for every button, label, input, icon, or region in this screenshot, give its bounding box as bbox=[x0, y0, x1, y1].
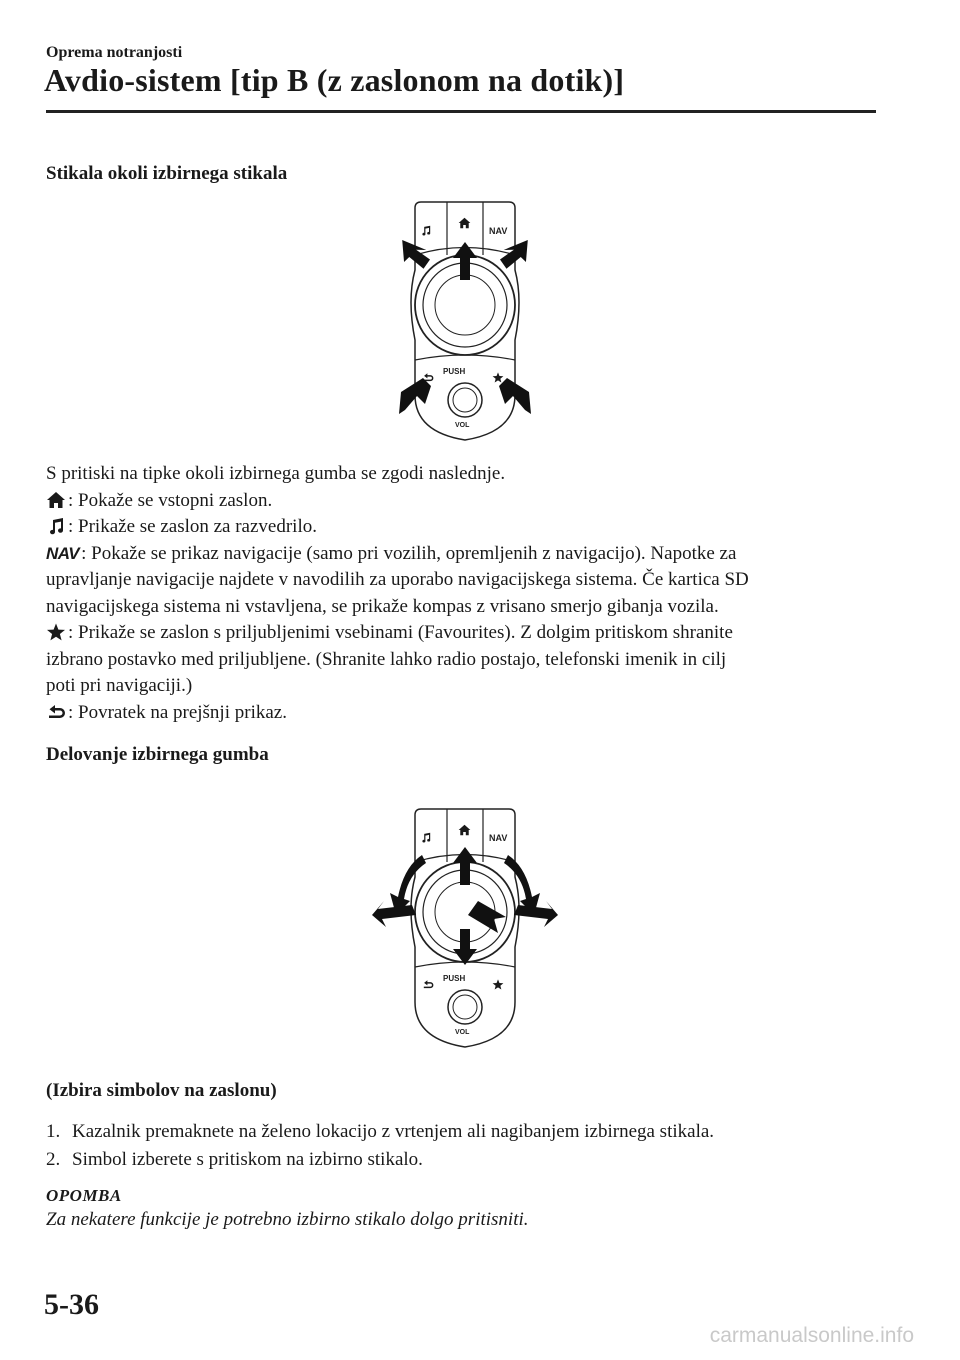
note-heading: OPOMBA bbox=[46, 1186, 122, 1205]
item-favourites-line-2: izbrano postavko med priljubljene. (Shranite lahko radio postajo, telefonski imenik in cilj bbox=[46, 648, 727, 670]
star-icon bbox=[46, 623, 66, 641]
list-item: 2. Simbol izberete s pritiskom na izbirno stikalo. bbox=[46, 1149, 423, 1170]
item-navigation-line-3: navigacijskega sistema ni vstavljena, se prikaže kompas z vrisano smerjo gibanja vozila. bbox=[46, 595, 719, 617]
note-text: Za nekatere funkcije je potrebno izbirno stikalo dolgo pritisniti. bbox=[46, 1209, 529, 1230]
heading-switches-around-commander: Stikala okoli izbirnega stikala bbox=[46, 163, 288, 184]
nav-label: NAV bbox=[489, 226, 508, 236]
header-divider bbox=[46, 110, 876, 113]
list-item: 1. Kazalnik premaknete na želeno lokacijo z vrtenjem ali nagibanjem izbirnega stikala. bbox=[46, 1121, 715, 1142]
push-label: PUSH bbox=[443, 367, 466, 376]
switches-intro: S pritiski na tipke okoli izbirnega gumba se zgodi naslednje. bbox=[46, 463, 506, 484]
push-label: PUSH bbox=[443, 974, 466, 983]
music-note-icon bbox=[46, 517, 66, 535]
item-favourites-line-3: poti pri navigaciji.) bbox=[46, 675, 193, 696]
selection-steps bbox=[46, 1118, 876, 1174]
item-navigation: NAV : Pokaže se prikaz navigacije (samo pri vozilih, opremljenih z navigacijo). Napotke za bbox=[46, 541, 876, 568]
home-icon bbox=[46, 491, 66, 509]
item-favourites: : Prikaže se zaslon s priljubljenimi vsebinami (Favourites). Z dolgim pritiskom shranite bbox=[46, 620, 876, 647]
page-title: Avdio-sistem [tip B (z zaslonom na dotik)] bbox=[44, 62, 625, 98]
item-home: : Pokaže se vstopni zaslon. bbox=[46, 488, 876, 515]
nav-label: NAV bbox=[489, 833, 508, 843]
vol-label: VOL bbox=[455, 422, 470, 429]
nav-icon: NAV bbox=[46, 543, 80, 563]
heading-symbol-selection: (Izbira simbolov na zaslonu) bbox=[46, 1080, 277, 1101]
heading-commander-operation: Delovanje izbirnega gumba bbox=[46, 744, 269, 765]
page-number: 5-36 bbox=[44, 1288, 99, 1321]
section-label: Oprema notranjosti bbox=[46, 44, 183, 61]
vol-label: VOL bbox=[455, 1029, 470, 1036]
commander-switch-figure-2 bbox=[370, 805, 560, 1060]
switches-description bbox=[46, 461, 876, 726]
item-back: : Povratek na prejšnji prikaz. bbox=[46, 700, 876, 727]
watermark: carmanualsonline.info bbox=[709, 1324, 914, 1347]
item-entertainment: : Prikaže se zaslon za razvedrilo. bbox=[46, 514, 876, 541]
commander-switch-figure-1 bbox=[385, 200, 545, 450]
back-arrow-icon bbox=[46, 703, 66, 721]
item-navigation-line-2: upravljanje navigacije najdete v navodilih za uporabo navigacijskega sistema. Če kartica SD bbox=[46, 569, 749, 590]
